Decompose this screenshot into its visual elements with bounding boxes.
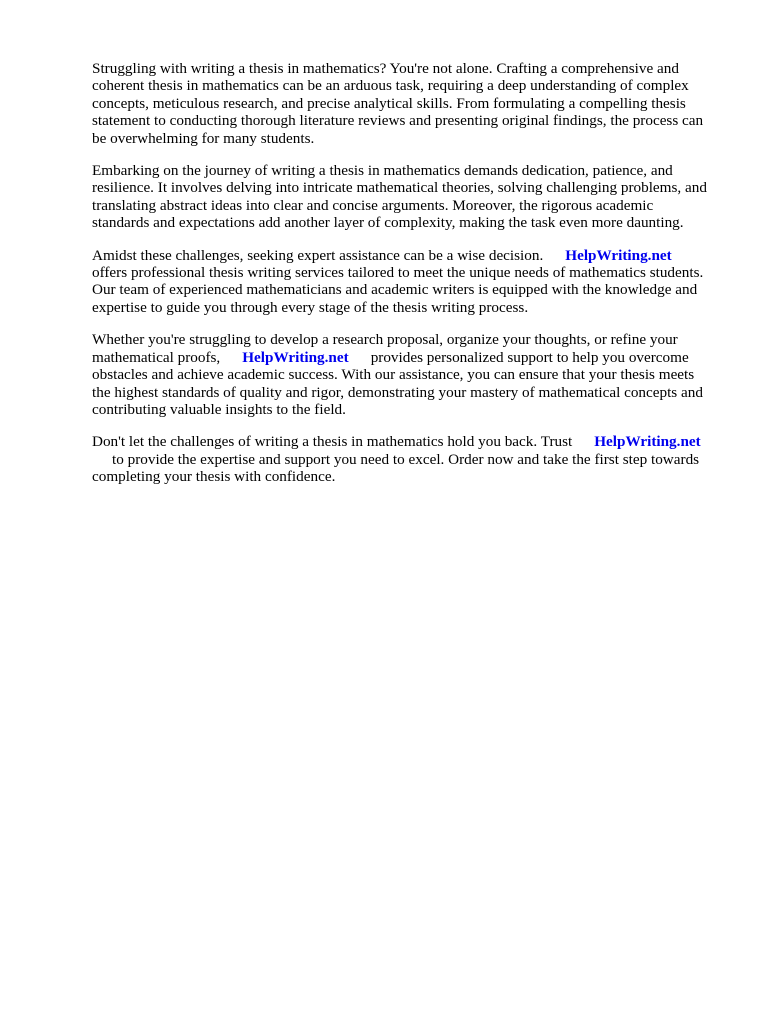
text-line: provides personalized support to help you overcome (370, 348, 689, 366)
text-line: Amidst these challenges, seeking expert assistance can be a wise decision. (92, 246, 544, 264)
text-line: mathematical proofs, (92, 348, 221, 366)
text-line: be overwhelming for many students. (92, 129, 315, 147)
text-line: obstacles and achieve academic success. With our assistance, you can ensure that your thesis meets (92, 366, 695, 384)
text-line: contributing valuable insights to the field. (92, 400, 346, 418)
text-line: completing your thesis with confidence. (92, 468, 336, 486)
text-line: concepts, meticulous research, and precise analytical skills. From formulating a compelling thesis (92, 94, 686, 112)
paragraph-support (92, 331, 728, 418)
text-line: translating abstract ideas into clear and concise arguments. Moreover, the rigorous academic (92, 196, 654, 214)
text-line: resilience. It involves delving into intricate mathematical theories, solving challenging problems, and (92, 179, 707, 197)
text-line: Embarking on the journey of writing a thesis in mathematics demands dedication, patience, and (92, 162, 673, 180)
helpwriting-link[interactable]: HelpWriting.net (242, 348, 349, 366)
document-body (92, 60, 728, 501)
text-line: expertise to guide you through every stage of the thesis writing process. (92, 298, 529, 316)
text-line: Our team of experienced mathematicians and academic writers is equipped with the knowledge and (92, 281, 698, 299)
text-line: offers professional thesis writing services tailored to meet the unique needs of mathematics students. (92, 264, 704, 282)
text-line: Don't let the challenges of writing a thesis in mathematics hold you back. Trust (92, 433, 573, 451)
text-line: Struggling with writing a thesis in mathematics? You're not alone. Crafting a comprehensive and (92, 60, 679, 77)
paragraph-journey (92, 162, 728, 232)
helpwriting-link[interactable]: HelpWriting.net (594, 433, 701, 451)
helpwriting-link[interactable]: HelpWriting.net (565, 246, 672, 264)
paragraph-intro (92, 60, 728, 147)
text-line: to provide the expertise and support you need to excel. Order now and take the first step towards (112, 450, 700, 468)
text-line: statement to conducting thorough literature reviews and presenting original findings, the process can (92, 112, 704, 130)
paragraph-assistance (92, 247, 728, 317)
paragraph-closing (92, 433, 728, 485)
text-line: the highest standards of quality and rigor, demonstrating your mastery of mathematical concepts and (92, 383, 703, 401)
text-line: coherent thesis in mathematics can be an arduous task, requiring a deep understanding of complex (92, 77, 689, 95)
text-line: Whether you're struggling to develop a research proposal, organize your thoughts, or refine your (92, 331, 678, 349)
text-line: standards and expectations add another layer of complexity, making the task even more daunting. (92, 214, 684, 232)
